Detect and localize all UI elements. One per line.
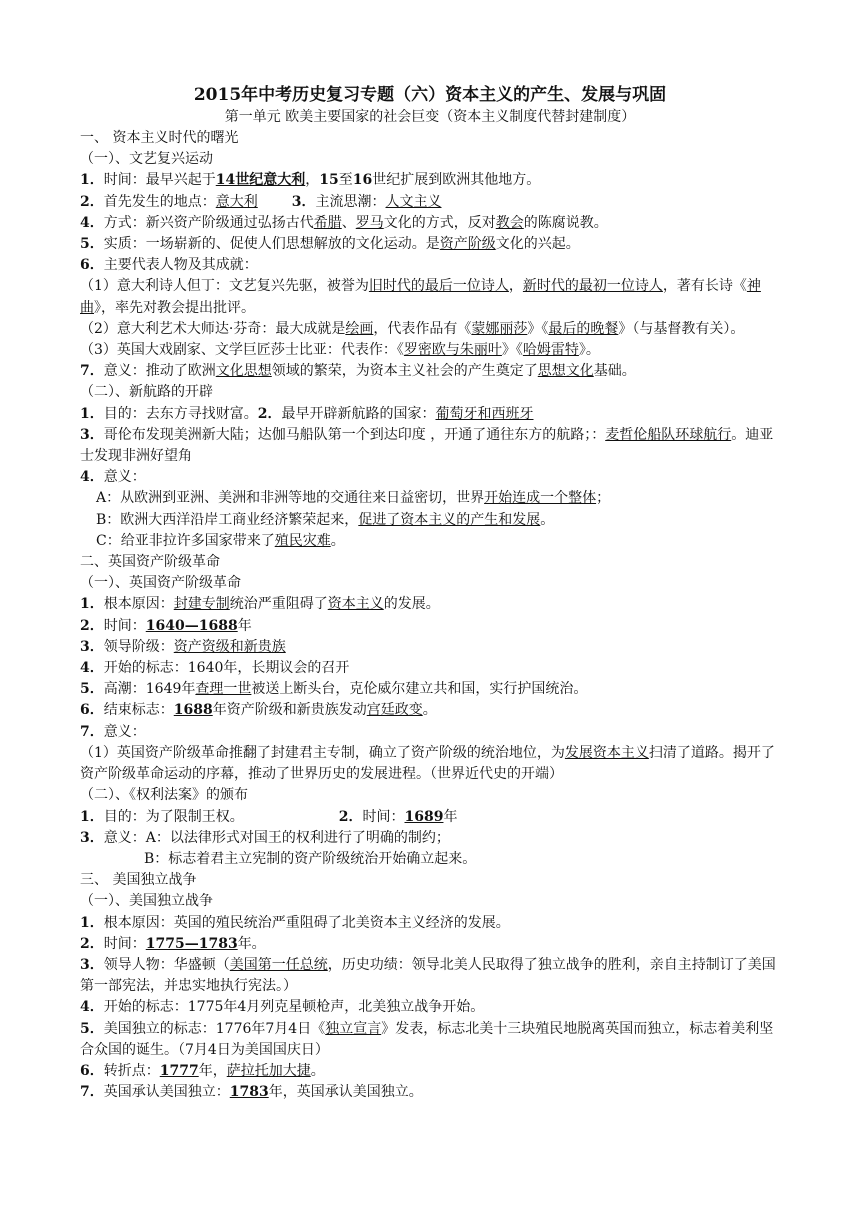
section-heading: 一、 资本主义时代的曙光	[80, 130, 239, 146]
text-line: 2．时间：1640—1688年	[80, 617, 252, 634]
text-line: 4．方式：新兴资产阶级通过弘扬古代希腊、罗马文化的方式，反对教会的陈腐说教。	[80, 214, 608, 231]
text-line: 4．开始的标志：1640年，长期议会的召开	[80, 660, 350, 677]
text-line: 5．实质：一场崭新的、促使人们思想解放的文化运动。是资产阶级文化的兴起。	[80, 236, 580, 253]
text-line: B：欧洲大西洋沿岸工商业经济繁荣起来，促进了资本主义的产生和发展。	[96, 511, 555, 528]
text-line: 3．意义：A：以法律形式对国王的权利进行了明确的制约；	[80, 829, 450, 846]
text-line: 3．领导阶级：资产资级和新贵族	[80, 638, 286, 655]
text-paragraph: 3．哥伦布发现美洲新大陆；达伽马船队第一个到达印度 ，开通了通往东方的航路；：麦哲伦船队环球航行。迪亚士发现非洲好望角	[80, 426, 774, 465]
section-heading: 二、英国资产阶级革命	[80, 554, 220, 571]
text-line: 1．根本原因：封建专制统治严重阻碍了资本主义的发展。	[80, 596, 440, 613]
text-line: 1．目的：去东方寻找财富。2．最早开辟新航路的国家：葡萄牙和西班牙	[80, 405, 534, 422]
text-line: 6．主要代表人物及其成就：	[80, 257, 258, 274]
text-line: 2．首先发生的地点：意大利 3．主流思潮：人文主义	[80, 193, 442, 210]
text-paragraph: （1）英国资产阶级革命推翻了封建君主专制，确立了资产阶级的统治地位，为发展资本主义扫清了道路。揭开了资产阶级革命运动的序幕，推动了世界历史的发展进程。（世界近代史的开端）	[80, 744, 775, 783]
text-line: 4．开始的标志：1775年4月列克星顿枪声，北美独立战争开始。	[80, 999, 485, 1016]
text-paragraph: 3．领导人物：华盛顿（美国第一任总统，历史功绩：领导北美人民取得了独立战争的胜利，亲自主持制订了美国第一部宪法，并忠实地执行宪法。）	[80, 956, 776, 995]
text-line: 7．英国承认美国独立：1783年，英国承认美国独立。	[80, 1084, 423, 1101]
text-line: 4．意义：	[80, 469, 146, 486]
text-line: 6．转折点：1777年，萨拉托加大捷。	[80, 1062, 325, 1079]
text-line: 1．时间：最早兴起于14世纪意大利，15至16世纪扩展到欧洲其他地方。	[80, 172, 541, 189]
subsection-heading: （一）、英国资产阶级革命	[80, 575, 241, 592]
subsection-heading: （二）、《权利法案》的颁布	[80, 787, 248, 804]
text-paragraph: （2）意大利艺术大师达·芬奇：最大成就是绘画，代表作品有《蒙娜丽莎》《最后的晚餐》（与基督教有关）。	[80, 320, 745, 337]
document-body	[80, 128, 786, 1103]
section-heading: 三、 美国独立战争	[80, 872, 197, 889]
text-line: B：标志着君主立宪制的资产阶级统治开始确立起来。	[144, 850, 477, 867]
text-line: A：从欧洲到亚洲、美洲和非洲等地的交通往来日益密切，世界开始连成一个整体；	[96, 490, 611, 507]
text-line: 7．意义：	[80, 723, 146, 740]
text-line: （3）英国大戏剧家、文学巨匠莎士比亚：代表作：《罗密欧与朱丽叶》《哈姆雷特》。	[80, 342, 600, 359]
subsection-heading: （一）、文艺复兴运动	[80, 151, 213, 168]
text-line: 6．结束标志：1688年资产阶级和新贵族发动宫廷政变。	[80, 702, 437, 719]
subsection-heading: （一）、美国独立战争	[80, 893, 213, 910]
text-paragraph: （1）意大利诗人但丁：文艺复兴先驱，被誉为旧时代的最后一位诗人，新时代的最初一位诗人，著有长诗《神曲》，率先对教会提出批评。	[80, 278, 761, 316]
text-line: 2．时间：1775—1783年。	[80, 935, 266, 952]
text-line: 1．根本原因：英国的殖民统治严重阻碍了北美资本主义经济的发展。	[80, 914, 510, 931]
subsection-heading: （二）、新航路的开辟	[80, 384, 213, 401]
text-paragraph: 5．美国独立的标志：1776年7月4日《独立宣言》发表，标志北美十三块殖民地脱离英国而独立，标志着美利坚合众国的诞生。（7月4日为美国国庆日）	[80, 1020, 774, 1058]
page-title: 2015年中考历史复习专题（六）资本主义的产生、发展与巩固	[193, 85, 667, 105]
text-line: 7．意义：推动了欧洲文化思想领域的繁荣，为资本主义社会的产生奠定了思想文化基础。	[80, 363, 636, 380]
page-subtitle: 第一单元 欧美主要国家的社会巨变（资本主义制度代替封建制度）	[224, 109, 636, 125]
text-line: C：给亚非拉许多国家带来了殖民灾难。	[96, 532, 345, 549]
text-line: 5．高潮：1649年查理一世被送上断头台，克伦威尔建立共和国，实行护国统治。	[80, 681, 588, 698]
text-line: 1．目的：为了限制王权。 2．时间：1689年	[80, 808, 458, 825]
